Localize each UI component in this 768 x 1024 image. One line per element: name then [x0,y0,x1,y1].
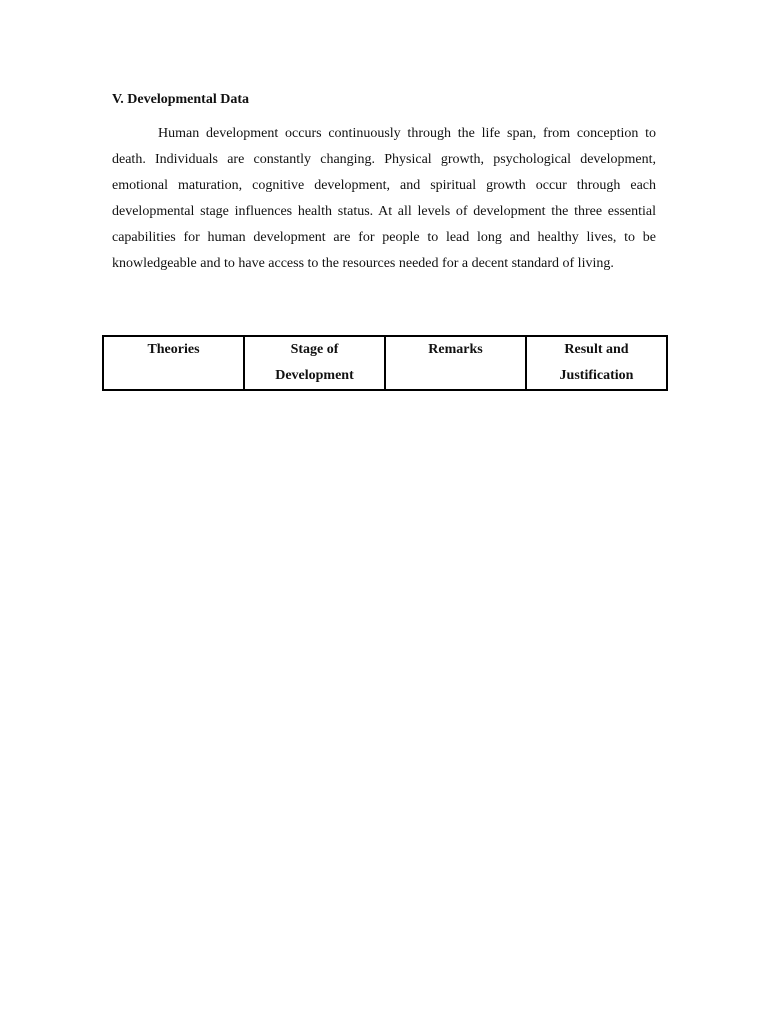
header-remarks [385,336,526,390]
table-header-row [103,336,667,390]
header-result-line2: Justification [559,368,634,383]
body-paragraph: Human development occurs continuously through the life span, from conception to death. Individuals are constantly changing. Physical growth, psychological development, emotional maturation, cognitive development, and spiritual growth occur through each developmental stage influences health status. At all levels of development the three essential capabilities for human development are for people to lead long and healthy lives, to be knowledgeable and to have access to the resources needed for a decent standard of living. [112,126,656,271]
header-stage-line2: Development [275,368,354,383]
header-stage-of-development [244,336,385,390]
section-heading: V. Developmental Data [112,92,250,107]
developmental-data-table [102,335,668,391]
header-result-and-justification [526,336,667,390]
header-theories-line1: Theories [147,342,200,357]
header-theories [103,336,244,390]
header-result-line1: Result and [564,342,629,357]
header-stage-line1: Stage of [290,342,339,357]
header-remarks-line1: Remarks [428,342,483,357]
